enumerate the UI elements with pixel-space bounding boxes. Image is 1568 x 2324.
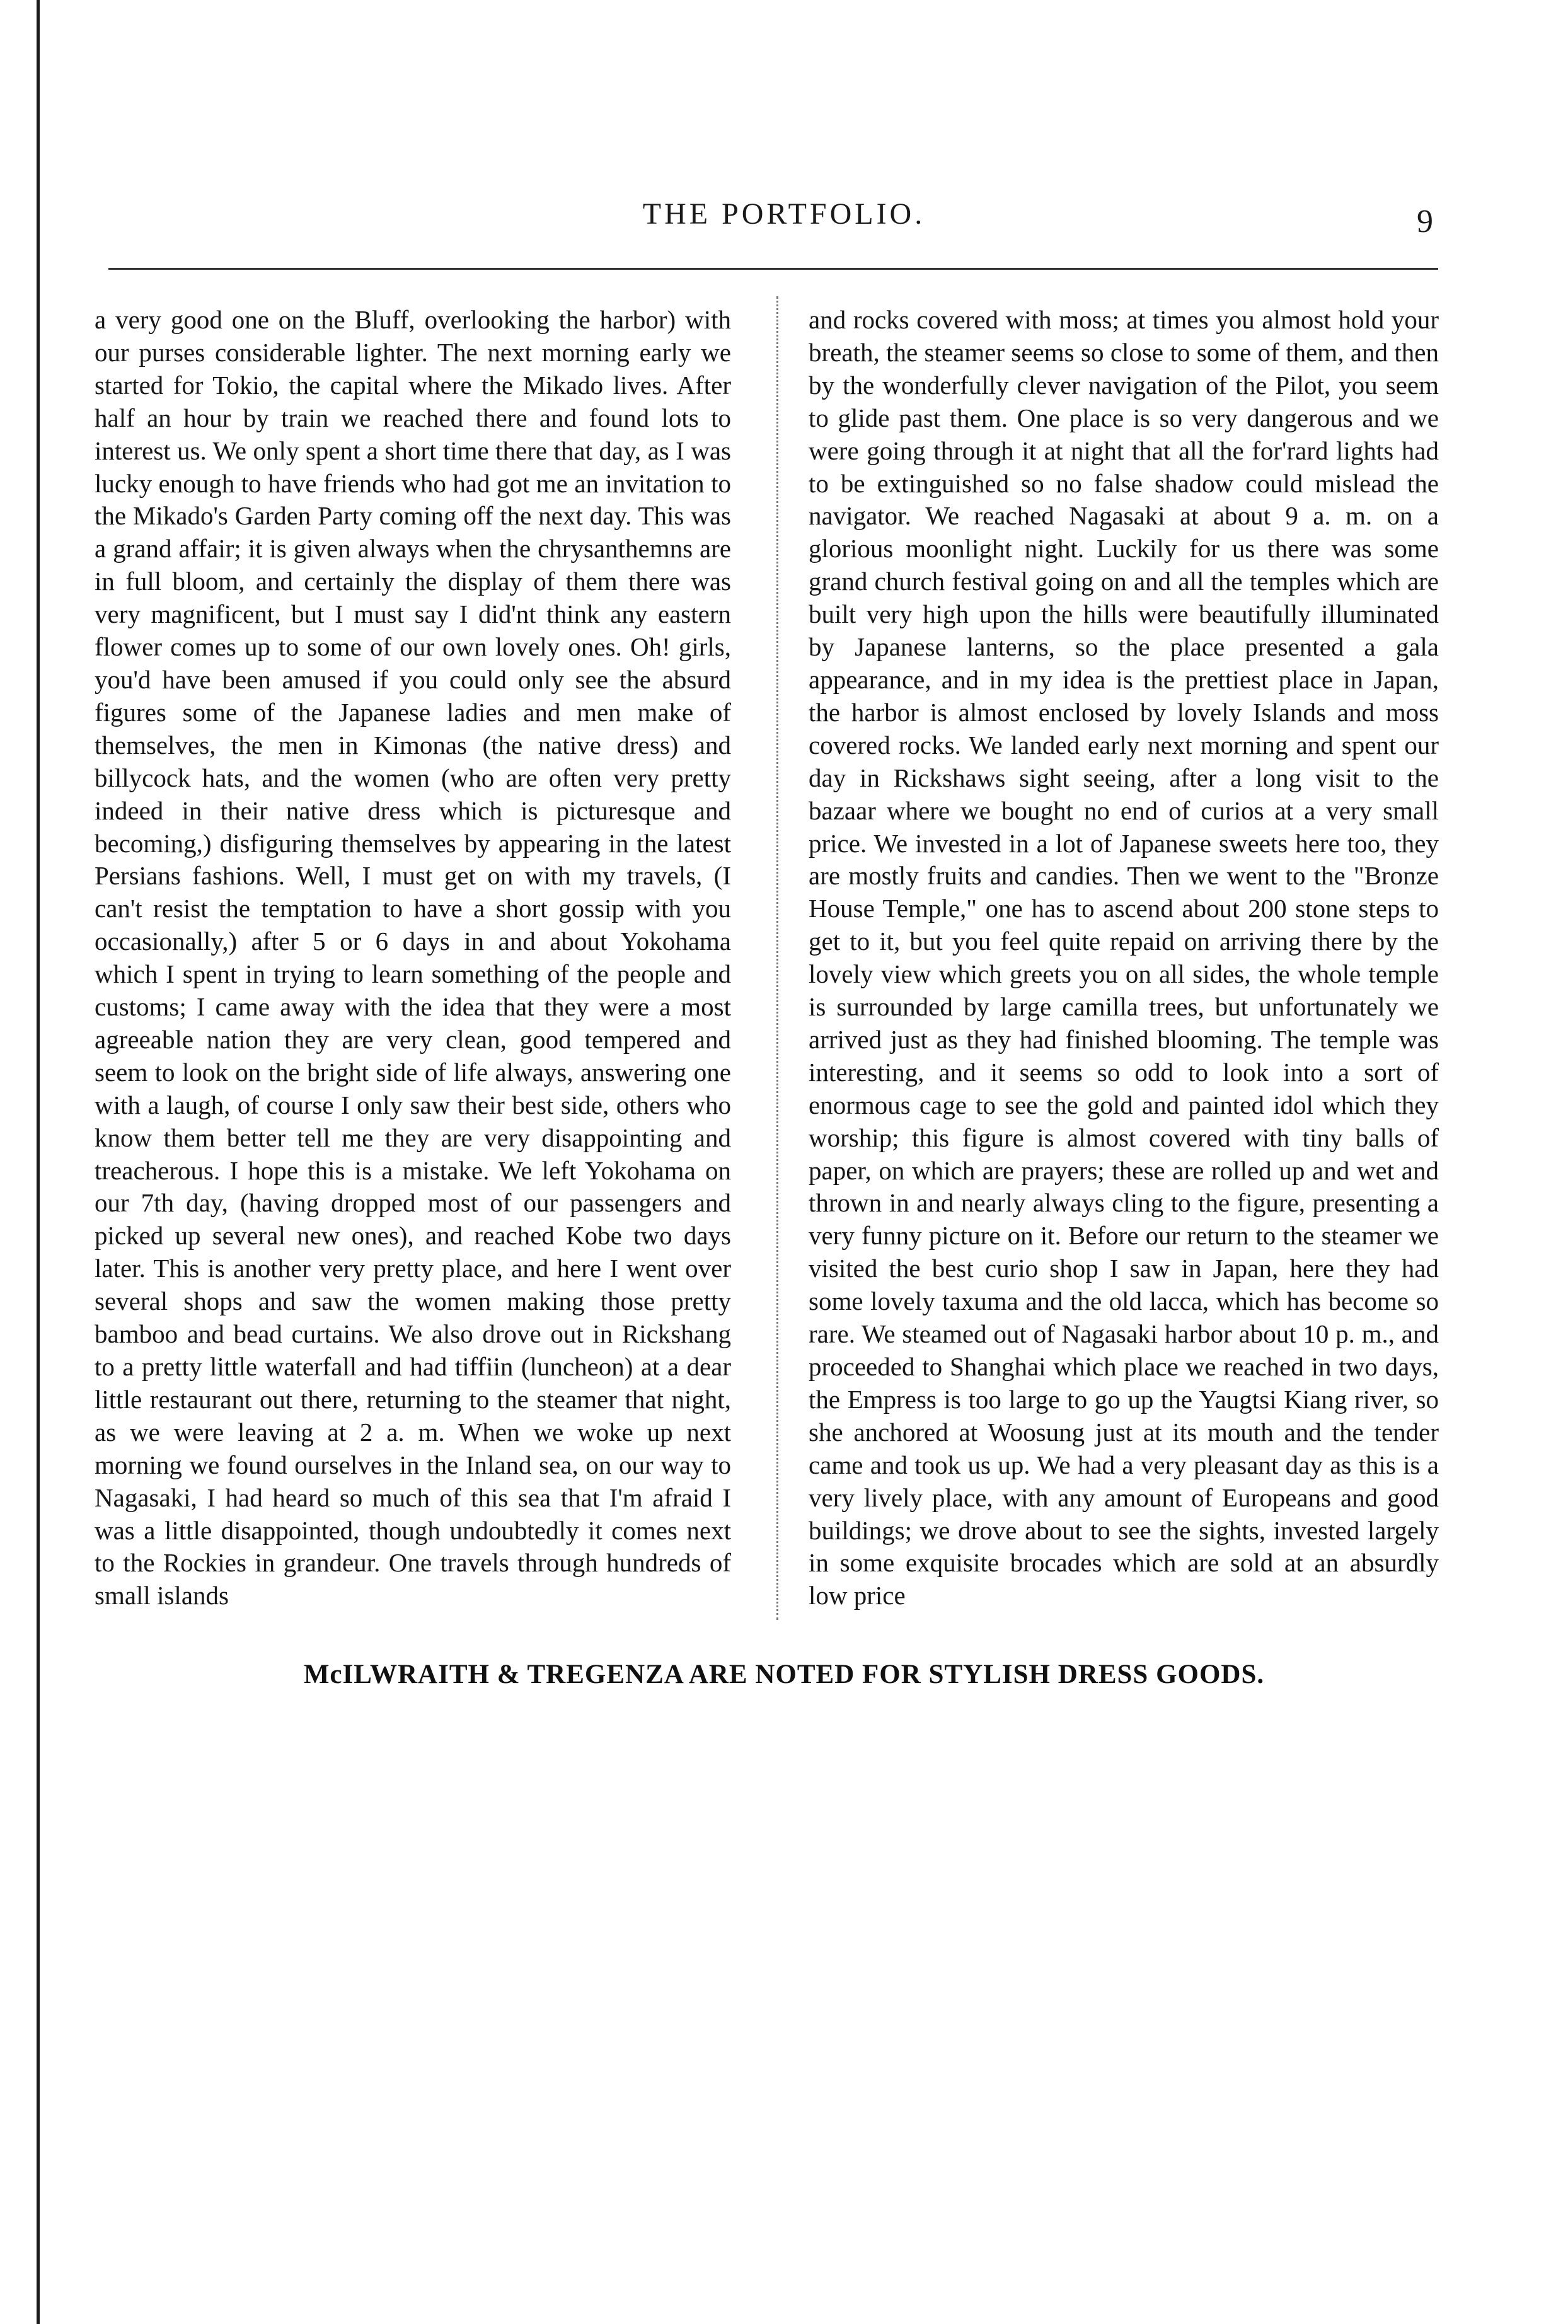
column-divider (776, 296, 778, 1620)
text-column-right (809, 304, 1439, 1612)
left-column-paragraph: a very good one on the Bluff, overlooking the harbor) with our purses considerable lighter. The next morning early we started for Tokio, the capital where the Mikado lives. After half an hour by train we reached there and found lots to interest us. We only spent a short time there that day, as I was lucky enough to have friends who had got me an invitation to the Mikado's Garden Party coming off the next day. This was a grand affair; it is given always when the chrysanthemns are in full bloom, and certainly the display of them there was very magnificent, but I must say I did'nt think any eastern flower comes up to some of our own lovely ones. Oh! girls, you'd have been amused if you could only see the absurd figures some of the Japanese ladies and men make of themselves, the men in Kimonas (the native dress) and billycock hats, and the women (who are often very pretty indeed in their native dress which is picturesque and becoming,) disfiguring themselves by appearing in the latest Persians fashions. Well, I must get on with my travels, (I can't resist the temptation to have a short gossip with you occasionally,) after 5 or 6 days in and about Yokohama which I spent in trying to learn something of the people and customs; I came away with the idea that they were a most agreeable nation they are very clean, good tempered and seem to look on the bright side of life always, answering one with a laugh, of course I only saw their best side, others who know them better tell me they are very disappointing and treacherous. I hope this is a mistake. We left Yokohama on our 7th day, (having dropped most of our passengers and picked up several new ones), and reached Kobe two days later. This is another very pretty place, and here I went over several shops and saw the women making those pretty bamboo and bead curtains. We also drove out in Rickshang to a pretty little waterfall and had tiffiin (luncheon) at a dear little restaurant out there, returning to the steamer that night, as we were leaving at 2 a. m. When we woke up next morning we found ourselves in the Inland sea, on our way to Nagasaki, I had heard so much of this sea that I'm afraid I was a little disappointed, though undoubtedly it comes next to the Rockies in grandeur. One travels through hundreds of small islands (95, 305, 731, 1610)
header-rule (108, 268, 1438, 270)
text-column-left (95, 304, 731, 1612)
binding-edge-line (37, 0, 40, 2324)
page-number: 9 (1417, 204, 1433, 240)
right-column-paragraph: and rocks covered with moss; at times you almost hold your breath, the steamer seems so close to some of them, and then by the wonderfully clever navigation of the Pilot, you seem to glide past them. One place is so very dangerous and we were going through it at night that all the for'rard lights had to be extinguished so no false shadow could mislead the navigator. We reached Nagasaki at about 9 a. m. on a glorious moonlight night. Luckily for us there was some grand church festival going on and all the temples which are built very high upon the hills were beautifully illuminated by Japanese lanterns, so the place presented a gala appearance, and in my idea is the prettiest place in Japan, the harbor is almost enclosed by lovely Islands and moss covered rocks. We landed early next morning and spent our day in Rickshaws sight seeing, after a long visit to the bazaar where we bought no end of curios at a very small price. We invested in a lot of Japanese sweets here too, they are mostly fruits and candies. Then we went to the "Bronze House Temple," one has to ascend about 200 stone steps to get to it, but you feel quite repaid on arriving there by the lovely view which greets you on all sides, the whole temple is surrounded by large camilla trees, but unfortunately we arrived just as they had finished blooming. The temple was interesting, and it seems so odd to look into a sort of enormous cage to see the gold and painted idol which they worship; this figure is almost covered with tiny balls of paper, on which are prayers; these are rolled up and wet and thrown in and nearly always cling to the figure, presenting a very funny picture on it. Before our return to the steamer we visited the best curio shop I saw in Japan, here they had some lovely taxuma and the old lacca, which has become so rare. We steamed out of Nagasaki harbor about 10 p. m., and proceeded to Shanghai which place we reached in two days, the Empress is too large to go up the Yaugtsi Kiang river, so she anchored at Woosung just at its mouth and the tender came and took us up. We had a very pleasant day as this is a very lively place, with any amount of Europeans and good buildings; we drove about to see the sights, invested largely in some exquisite brocades which are sold at an absurdly low price (809, 305, 1439, 1610)
page-title: THE PORTFOLIO. (642, 197, 926, 231)
footer-advertisement: McILWRAITH & TREGENZA ARE NOTED FOR STYLISH DRESS GOODS. (303, 1660, 1265, 1689)
